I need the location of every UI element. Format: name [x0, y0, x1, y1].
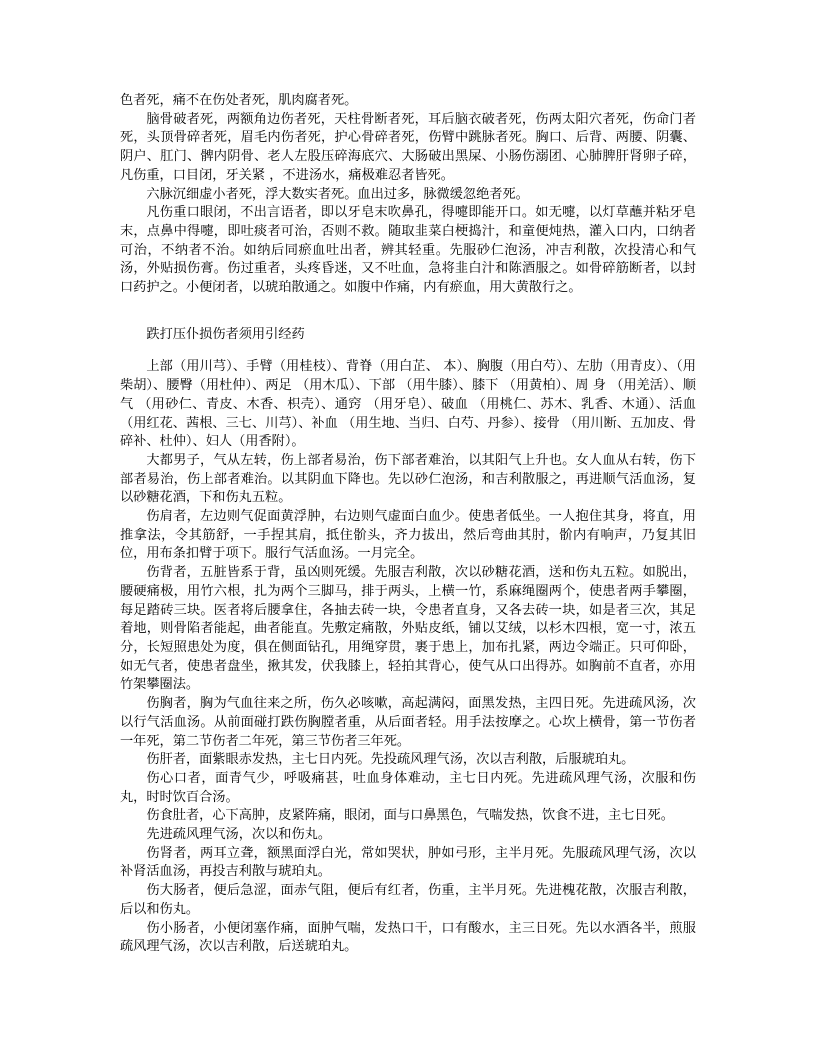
- paragraph: 凡伤重口眼闭，不出言语者，即以牙皂末吹鼻孔，得嚏即能开口。如无嚏，以灯草蘸并粘牙皂末，点鼻中得嚏，即吐痰者可治，否则不救。随取韭菜白梗捣汁，和童便炖热，灌入口内，口纳者可治，不纳者不治。如纳后同瘀血吐出者，辨其轻重。先服砂仁泡汤，冲吉利散，次投清心和气汤，外贴损伤膏。伤过重者，头疼昏迷，又不吐血，急将韭白汁和陈酒服之。如骨碎筋断者，以封口药护之。小便闭者，以琥珀散通之。如腹中作痛，内有瘀血，用大黄散行之。: [120, 205, 696, 296]
- paragraph: 伤胸者，胸为气血往来之所，伤久必咳嗽，高起满闷，面黑发热，主四日死。先进疏风汤，次以行气活血汤。从前面碰打跌伤胸膛者重，从后面者轻。用手法按摩之。心坎上横骨，第一节伤者一年死，第二节伤者二年死，第三节伤者三年死。: [120, 696, 696, 749]
- paragraph: 先进疏风理气汤，次以和伤丸。: [146, 827, 332, 843]
- paragraph: 色者死，痛不在伤处者死，肌肉腐者死。: [120, 93, 358, 108]
- section-spacer: [120, 344, 696, 358]
- paragraph: 伤肩者，左边则气促面黄浮肿，右边则气虚面白血少。使患者低坐。一人抱住其身，将直，用推拿法，令其筋舒，一手捏其肩，抵住骱头，齐力拔出，然后弯曲其肘，骱内有响声，乃复其旧位，用布条扣臂于项下。服行气活血汤。一月完全。: [120, 509, 696, 562]
- section-spacer: [120, 298, 696, 326]
- paragraph: 伤大肠者，便后急涩，面赤气阻，便后有红者，伤重，主半月死。先进槐花散，次服吉利散，后以和伤丸。: [120, 883, 696, 917]
- paragraph: 六脉沉细虚小者死，浮大数实者死。血出过多，脉微缓忽绝者死。: [146, 186, 529, 202]
- document-page: [120, 92, 696, 957]
- paragraph: 伤食肚者，心下高肿，皮紧阵痛，眼闭，面与口鼻黑色，气喘发热，饮食不进，主七日死。: [146, 808, 674, 824]
- paragraph: 伤肾者，两耳立聋，额黑面浮白光，常如哭状，肿如弓形，主半月死。先服疏风理气汤，次以补肾活血汤，再投吉利散与琥珀丸。: [120, 845, 696, 880]
- paragraph: 脑骨破者死，两额角边伤者死，天柱骨断者死，耳后脑衣破者死，伤两太阳穴者死，伤命门者死，头顶骨碎者死，眉毛内伤者死，护心骨碎者死，伤臂中跳脉者死。胸口、后背、两腰、阴囊、阴户、肛门、髀内阴骨、老人左股压碎海底穴、大肠破出黑屎、小肠伤溺团、心肺脾肝肾卵子碎，凡伤重，口目闭，牙关紧 ，不进汤水，痛极难忍者皆死。: [120, 111, 696, 183]
- paragraph: 伤背者，五脏皆系于背，虽凶则死缓。先服吉利散，次以砂糖花酒，送和伤丸五粒。如脱出，腰硬痛极，用竹六根，扎为两个三脚马，排于两头，上横一竹，系麻绳圈两个，使患者两手攀圈，每足踏砖三块。医者将后腰拿住，各抽去砖一块，令患者直身，又各去砖一块，如是者三次，其足着地，则骨陷者能起，曲者能直。先敷定痛散，外贴皮纸，铺以艾绒，以杉木四根，宽一寸，浓五分，长短照患处为度，俱在侧面钻孔，用绳穿贯，裹于患上，加布扎紧，两边令端正。只可仰卧，如无气者，使患者盘坐，揪其发，伏我膝上，轻拍其背心，使气从口出得苏。如胸前不直者，亦用竹架攀圈法。: [120, 565, 696, 693]
- section-heading: 跌打压仆损伤者须用引经药: [146, 326, 305, 342]
- paragraph: 伤肝者，面紫眼赤发热，主七日内死。先投疏风理气汤，次以吉利散，后服琥珀丸。: [146, 752, 635, 768]
- paragraph: 伤小肠者，小便闭塞作痛，面肿气喘，发热口干，口有酸水，主三日死。先以水酒各半，煎服疏风理气汤，次以吉利散，后送琥珀丸。: [120, 920, 696, 955]
- paragraph: 上部（用川芎）、手臂（用桂枝）、背脊（用白芷、 本）、胸腹（用白芍）、左肋（用青皮）、（用柴胡）、腰臀（用杜仲）、两足 （用木瓜）、下部 （用牛膝）、膝下 （用黄柏）、周 身 （用羌活）、顺气 （用砂仁、青皮、木香、枳壳）、通窍 （用牙皂）、破血 （用桃仁、苏木、乳香、木通）、活血 （用红花、茜根、三七、川芎）、补血 （用生地、当归、白芍、丹参）、接骨 （用川断、五加皮、骨碎补、杜仲）、妇人（用香附）。: [120, 359, 696, 450]
- paragraph: 伤心口者，面青气少，呼吸痛甚，吐血身体难动，主七日内死。先进疏风理气汤，次服和伤丸，时时饮百合汤。: [120, 770, 696, 805]
- paragraph: 大都男子，气从左转，伤上部者易治，伤下部者难治，以其阳气上升也。女人血从右转，伤下部者易治，伤上部者难治。以其阴血下降也。先以砂仁泡汤，和吉利散服之，再进顺气活血汤，复以砂糖花酒，下和伤丸五粒。: [120, 452, 696, 506]
